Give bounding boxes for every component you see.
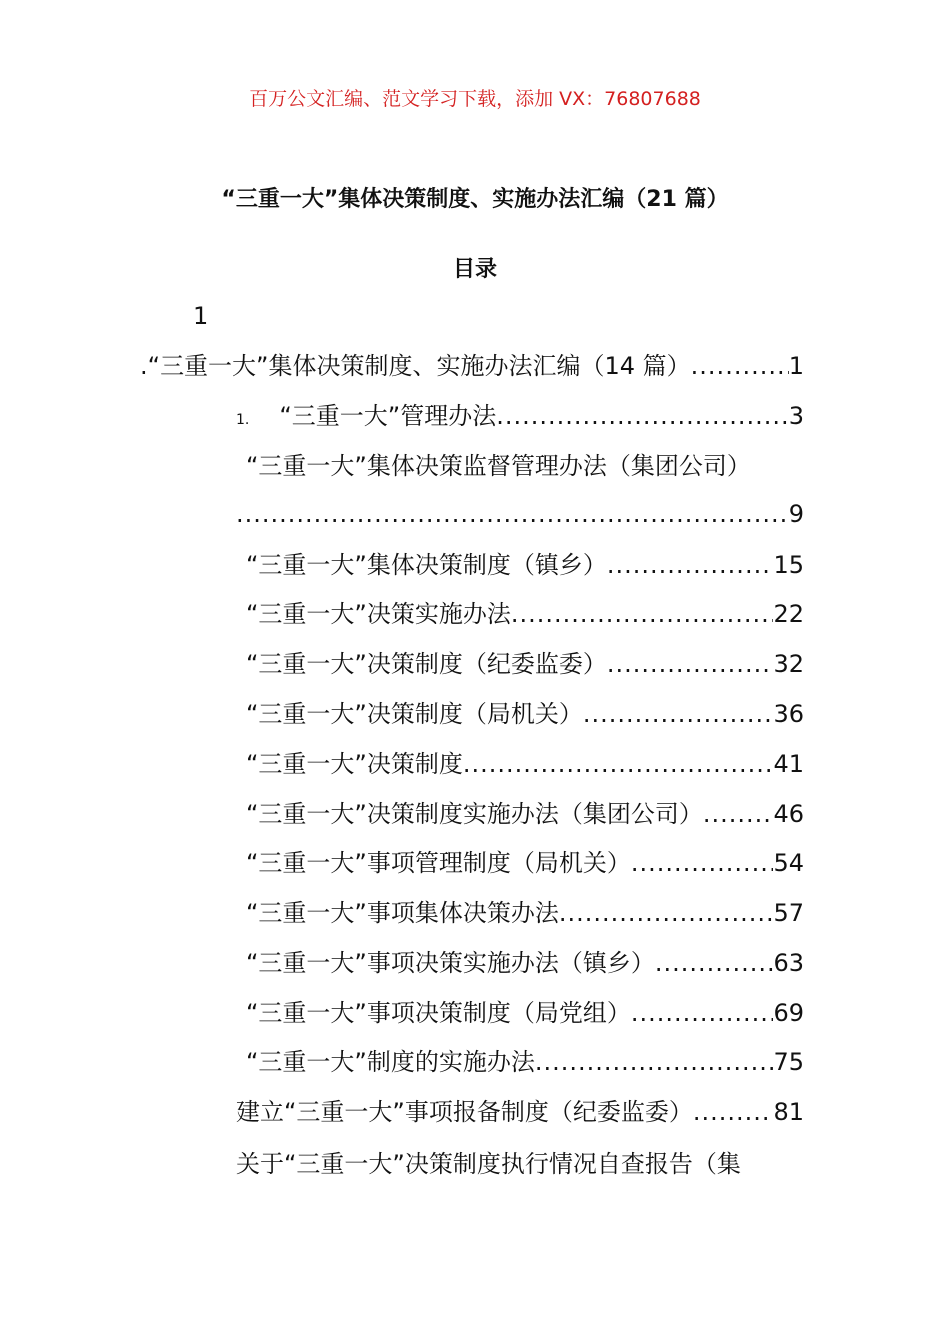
toc-entry-page: 69 [773,999,804,1027]
toc-entry-title: “三重一大”事项决策实施办法（镇乡） [246,949,655,977]
toc-entry-continuation[interactable] [236,498,804,530]
toc-entry-title: “三重一大”决策制度 [246,750,463,778]
toc-entry-title: “三重一大”集体决策制度（镇乡） [246,551,607,579]
toc-entry-title: “三重一大”事项决策制度（局党组） [246,999,631,1027]
toc-entry-page: 1 [788,352,804,380]
toc-entry[interactable] [236,1148,741,1180]
toc-entry-page: 3 [788,402,804,430]
toc-leader [236,498,789,530]
toc-entry-title: 建立“三重一大”事项报备制度（纪委监委） [236,1098,693,1126]
toc-entry-title: “三重一大”决策实施办法 [246,600,511,628]
toc-entry[interactable] [246,450,751,482]
toc-leader [631,997,774,1029]
toc-entry-page: 46 [773,800,804,828]
toc-entry[interactable] [246,549,804,581]
toc-entry-title: “三重一大”制度的实施办法 [246,1048,535,1076]
toc-entry[interactable] [246,897,804,929]
header-note: 百万公文汇编、范文学习下载，添加 VX：76807688 [249,88,701,110]
toc-entry-title: “三重一大”决策制度（局机关） [246,700,583,728]
toc-entry-title: “三重一大”管理办法 [279,402,497,430]
toc-entry-page: 32 [773,650,804,678]
toc-entry-page: 41 [773,750,804,778]
toc-entry[interactable] [246,648,804,680]
toc-entry[interactable] [236,1096,804,1128]
toc-leader [693,1096,774,1128]
toc-entry[interactable] [246,947,804,979]
toc-leader [631,847,774,879]
toc-entry-page: 22 [773,600,804,628]
toc-entry-page: 75 [773,1048,804,1076]
toc-leader [583,698,774,730]
toc-entry-title: “三重一大”决策制度（纪委监委） [246,650,607,678]
toc-entry-title: 关于“三重一大”决策制度执行情况自查报告（集 [236,1150,741,1178]
toc-entry-page: 57 [773,899,804,927]
toc-leader [511,598,774,630]
toc-leader [607,648,774,680]
toc-leader [463,748,774,780]
toc-leader [535,1046,774,1078]
toc-entry[interactable] [246,798,804,830]
toc-leader [655,947,774,979]
section-number: 1 [193,302,209,330]
toc-leader [496,400,788,432]
toc-entry-title: “三重一大”集体决策监督管理办法（集团公司） [246,452,751,480]
toc-entry[interactable] [246,748,804,780]
toc-entry[interactable] [246,1046,804,1078]
toc-entry-title: “三重一大”决策制度实施办法（集团公司） [246,800,703,828]
toc-entry-title: “三重一大”事项集体决策办法 [246,899,559,927]
document-title: “三重一大”集体决策制度、实施办法汇编（21 篇） [221,187,729,212]
toc-entry-page: 81 [773,1098,804,1126]
toc-entry-page: 36 [773,700,804,728]
toc-entry[interactable] [246,598,804,630]
toc-entry[interactable] [246,698,804,730]
toc-entry-marker: 1. [236,412,250,428]
toc-entry-page: 9 [788,500,804,528]
toc-leader [703,798,774,830]
toc-entry[interactable] [246,997,804,1029]
toc-section-entry[interactable] [140,350,804,382]
toc-entry-page: 63 [773,949,804,977]
toc-leader [559,897,774,929]
toc-leader [607,549,774,581]
toc-entry-title: .“三重一大”集体决策制度、实施办法汇编（14 篇） [140,352,691,380]
toc-entry-page: 54 [773,849,804,877]
toc-heading: 目录 [452,257,497,282]
toc-entry-title: “三重一大”事项管理制度（局机关） [246,849,631,877]
toc-entry[interactable] [246,847,804,879]
toc-entry[interactable] [236,400,804,432]
toc-entry-page: 15 [773,551,804,579]
toc-leader [691,350,789,382]
